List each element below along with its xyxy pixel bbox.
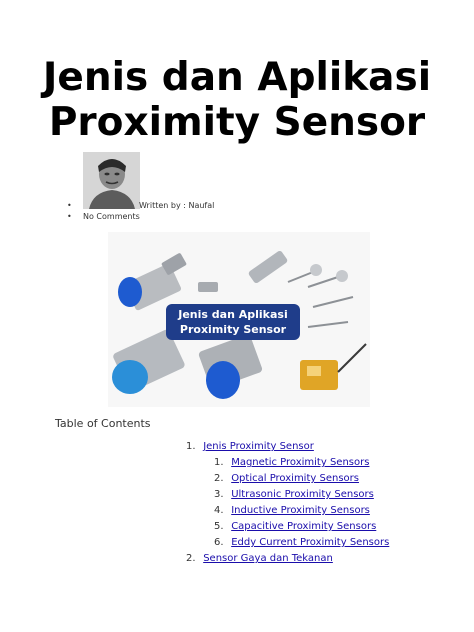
toc-item-optical — [214, 472, 359, 486]
comments-count[interactable]: No Comments — [83, 212, 140, 221]
title-line-1: Jenis dan Aplikasi — [42, 55, 432, 100]
toc-number: 1. — [214, 457, 224, 468]
toc-number: 5. — [214, 521, 224, 532]
author-portrait-image — [83, 152, 140, 209]
title-line-2: Proximity Sensor — [48, 100, 426, 145]
toc-item-magnetic — [214, 456, 369, 470]
toc-item-inductive — [214, 504, 370, 518]
toc-link-jenis-proximity[interactable]: Jenis Proximity Sensor — [203, 441, 314, 452]
toc-number: 2. — [186, 553, 196, 564]
toc-link-magnetic[interactable]: Magnetic Proximity Sensors — [231, 457, 370, 468]
toc-number: 6. — [214, 537, 224, 548]
hero-banner — [166, 304, 300, 340]
toc-item-jenis-proximity — [186, 440, 314, 454]
toc-item-capacitive — [214, 520, 376, 534]
toc-link-ultrasonic[interactable]: Ultrasonic Proximity Sensors — [231, 489, 374, 500]
list-bullet: • — [67, 212, 72, 221]
toc-link-sensor-gaya[interactable]: Sensor Gaya dan Tekanan — [203, 553, 333, 564]
hero-banner-line-1: Jenis dan Aplikasi — [178, 308, 288, 321]
toc-item-sensor-gaya — [186, 552, 333, 566]
toc-link-inductive[interactable]: Inductive Proximity Sensors — [231, 505, 370, 516]
toc-link-capacitive[interactable]: Capacitive Proximity Sensors — [231, 521, 377, 532]
author-avatar — [83, 152, 140, 209]
article-title — [0, 55, 474, 145]
author-byline: Written by : Naufal — [139, 201, 215, 210]
toc-number: 3. — [214, 489, 224, 500]
list-bullet: • — [67, 201, 72, 210]
toc-number: 4. — [214, 505, 224, 516]
toc-heading: Table of Contents — [55, 417, 151, 430]
hero-image — [108, 232, 370, 407]
toc-link-optical[interactable]: Optical Proximity Sensors — [231, 473, 359, 484]
toc-link-eddy-current[interactable]: Eddy Current Proximity Sensors — [231, 537, 390, 548]
hero-banner-line-2: Proximity Sensor — [179, 323, 287, 336]
toc-number: 2. — [214, 473, 224, 484]
toc-item-eddy-current — [214, 536, 389, 550]
toc-item-ultrasonic — [214, 488, 374, 502]
toc-number: 1. — [186, 441, 196, 452]
